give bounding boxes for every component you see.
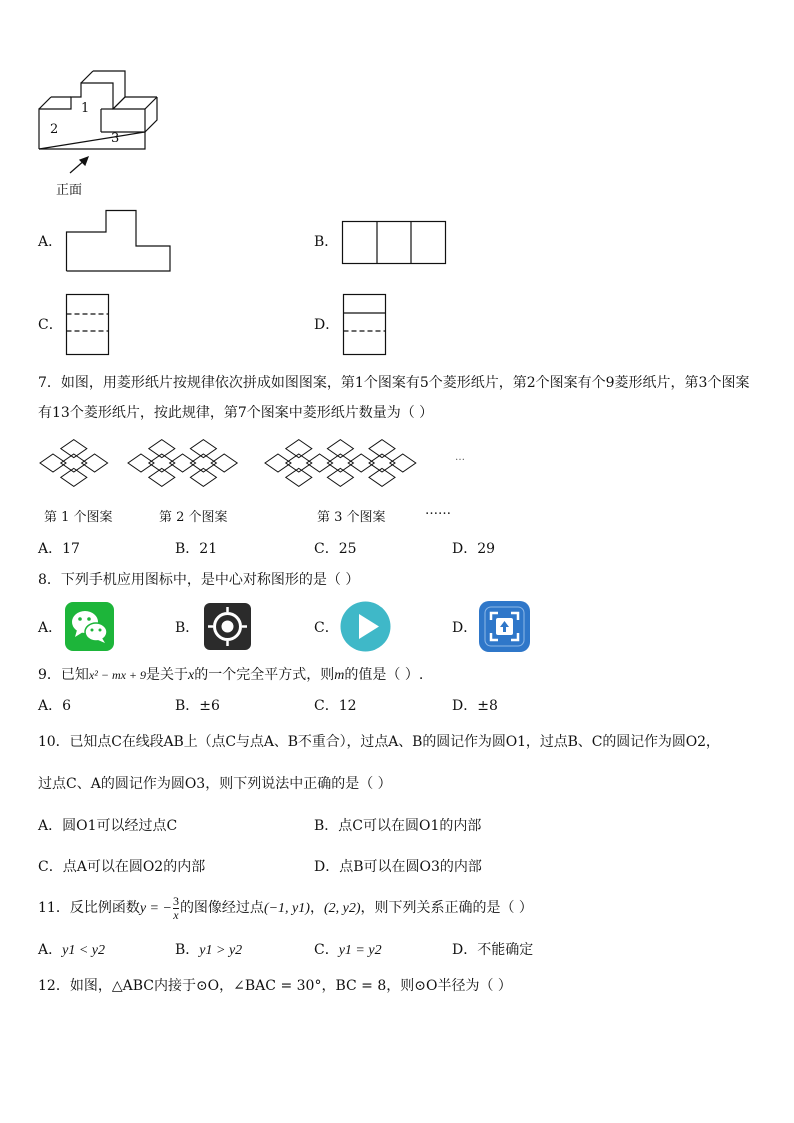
rhombus [82,454,108,472]
q6-option-b-label[interactable]: B． [314,234,339,250]
rhombus [286,440,312,458]
q10-option-b[interactable]: B．点C可以在圆O1的内部 [314,818,482,834]
pattern-ellipsis: … [455,452,465,463]
rhombus [211,454,237,472]
q11-option-a[interactable]: A．y1 < y2 [38,942,105,958]
solid-label-3: 3 [111,131,120,146]
rhombus [190,468,216,486]
q12-question: 12．如图，△ABC内接于⊙O，∠BAC = 30°，BC = 8，则⊙O半径为（ ） [38,978,512,994]
rhombus [128,454,154,472]
q9-question: 9．已知x² − mx + 9是关于x的一个完全平方式，则m的值是（ ）. [38,667,424,683]
rhombus [149,468,175,486]
rhombus [369,454,395,472]
rhombus [265,454,291,472]
solid-label-1: 1 [81,101,90,116]
rhombus [286,468,312,486]
rhombus [327,440,353,458]
rhombus [327,454,353,472]
play-icon [340,601,392,653]
q6-option-b-figure [342,221,452,267]
q8-question: 8．下列手机应用图标中，是中心对称图形的是（ ） [38,572,360,588]
rhombus [190,440,216,458]
q6-option-a-label[interactable]: A． [38,234,63,250]
q6-option-d-figure [343,294,389,358]
q7-text-line-1: 7．如图，用菱形纸片按规律依次拼成如图图案，第1个图案有5个菱形纸片，第2个图案有个9菱形纸片，第3个图案 [38,375,750,391]
q9-option-d[interactable]: D．±8 [452,698,498,714]
q9-option-b[interactable]: B．±6 [175,698,220,714]
q10-option-a[interactable]: A．圆O1可以经过点C [38,818,178,834]
q10-text-line-2: 过点C、A的圆记作为圆O3，则下列说法中正确的是（ ） [38,776,392,792]
q6-option-c-label[interactable]: C． [38,317,63,333]
rhombus [190,454,216,472]
q10-option-d[interactable]: D．点B可以在圆O3的内部 [314,859,482,875]
q11-option-d[interactable]: D．不能确定 [452,942,534,958]
front-label: 正面 [56,182,83,197]
q9-option-a[interactable]: A．6 [38,698,72,714]
rhombus [149,440,175,458]
rhombus [40,454,66,472]
q11-question: 11．反比例函数y = − $\frac{3}{x}$ 的图像经过点(−1, y1)，(2, y2)，则下列关系正确的是（ ） [38,893,533,922]
q6-option-a-figure [66,210,176,275]
q8-option-b-label[interactable]: B． [175,620,200,636]
q11-fraction: $\frac{3}{x}$ [172,893,179,922]
pattern-caption-1: 第 1 个图案 [44,510,113,525]
rhombus [369,440,395,458]
q9-option-c[interactable]: C．12 [314,698,357,714]
wechat-icon [65,602,115,652]
upload-icon [479,601,531,653]
q10-option-c[interactable]: C．点A可以在圆O2的内部 [38,859,206,875]
solid-label-2: 2 [50,122,59,137]
pattern-caption-3: 第 3 个图案 [317,510,386,525]
rhombus [170,454,196,472]
q10-text-line-1: 10．已知点C在线段AB上（点C与点A、B不重合），过点A、B的圆记作为圆O1，过点B、C的圆记作为圆O2， [38,734,720,750]
q8-option-a-label[interactable]: A． [38,620,63,636]
q7-option-d[interactable]: D．29 [452,541,496,557]
q7-text-line-2: 有13个菱形纸片，按此规律，第7个图案中菱形纸片数量为（ ） [38,405,434,421]
q6-option-c-figure [66,294,112,358]
rhombus [61,454,87,472]
pattern-caption-2: 第 2 个图案 [159,510,228,525]
pattern-caption-ellipsis: …… [425,503,451,518]
q7-option-c[interactable]: C．25 [314,541,357,557]
q7-option-a[interactable]: A．17 [38,541,80,557]
rhombus [327,468,353,486]
q11-option-c[interactable]: C．y1 = y2 [314,942,382,958]
rhombus [61,440,87,458]
target-icon [204,603,252,651]
q8-option-d-label[interactable]: D． [452,620,478,636]
q8-option-c-label[interactable]: C． [314,620,339,636]
rhombus [307,454,333,472]
rhombus [348,454,374,472]
q6-option-d-label[interactable]: D． [314,317,340,333]
rhombus [61,468,87,486]
q7-option-b[interactable]: B．21 [175,541,218,557]
q11-option-b[interactable]: B．y1 > y2 [175,942,243,958]
rhombus [390,454,416,472]
q7-rhombus-patterns [38,430,478,500]
rhombus [286,454,312,472]
rhombus [149,454,175,472]
rhombus [369,468,395,486]
